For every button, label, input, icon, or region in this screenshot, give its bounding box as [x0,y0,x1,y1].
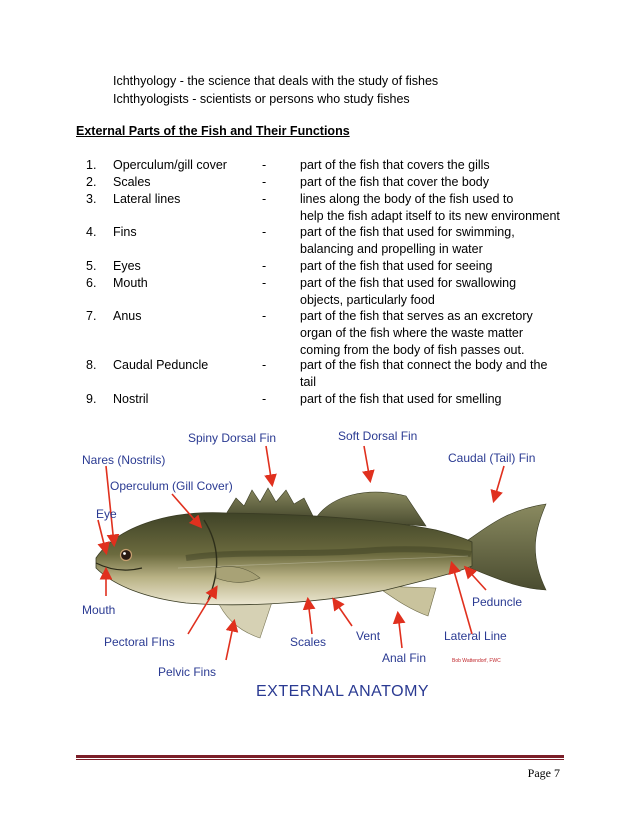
part-description-line: part of the fish that covers the gills [300,158,490,172]
part-description-line: part of the fish that connect the body and the [300,358,548,372]
part-number: 3. [86,192,97,206]
part-description-line: part of the fish that serves as an excretory [300,309,533,323]
part-number: 6. [86,276,97,290]
fish-anatomy-figure [76,418,562,708]
label-caudal-fin: Caudal (Tail) Fin [448,451,536,465]
footer-rule [76,755,564,758]
part-term: Mouth [113,276,148,290]
part-description [300,391,570,408]
part-number: 5. [86,259,97,273]
part-term: Anus [113,309,142,323]
part-dash: - [262,192,267,206]
label-spiny-dorsal-fin: Spiny Dorsal Fin [188,431,277,445]
label-eye: Eye [96,507,117,521]
eye [121,550,132,561]
part-description [300,174,570,191]
part-term: Nostril [113,392,149,406]
part-description-line: part of the fish that used for swallowing [300,276,517,290]
label-peduncle: Peduncle [472,595,523,609]
part-dash: - [262,392,267,406]
figure-credit: Bob Wattendorf, FWC [452,658,501,664]
part-term: Scales [113,175,151,189]
label-anal-fin: Anal Fin [382,651,427,665]
part-description [300,308,570,358]
part-description-line: organ of the fish where the waste matter [300,325,524,340]
part-description-line: balancing and propelling in water [300,241,483,256]
page-number: Page 7 [527,766,560,780]
part-description-line: help the fish adapt itself to its new environment [300,208,560,223]
part-description-line: part of the fish that cover the body [300,175,490,189]
label-pectoral-fins: Pectoral FIns [104,635,175,649]
part-dash: - [262,276,267,290]
part-number: 1. [86,158,97,172]
definition-ichthyology: Ichthyology - the science that deals with the study of fishes [113,74,439,88]
definition-ichthyologists: Ichthyologists - scientists or persons who study fishes [113,92,410,106]
label-operculum: Operculum (Gill Cover) [110,479,233,493]
part-dash: - [262,259,267,273]
part-description [300,258,570,275]
part-term: Fins [113,225,137,239]
part-number: 9. [86,392,97,406]
label-soft-dorsal-fin: Soft Dorsal Fin [338,429,418,443]
part-description [300,191,570,225]
part-dash: - [262,225,267,239]
label-nares: Nares (Nostrils) [82,453,166,467]
part-number: 4. [86,225,97,239]
caudal-fin [468,504,546,590]
label-mouth: Mouth [82,603,116,617]
part-dash: - [262,358,267,372]
part-description [300,357,570,391]
part-term: Operculum/gill cover [113,158,227,172]
part-description-line: part of the fish that used for seeing [300,259,493,273]
part-description-line: coming from the body of fish passes out. [300,342,525,357]
part-dash: - [262,158,267,172]
part-number: 2. [86,175,97,189]
part-number: 8. [86,358,97,372]
part-term: Lateral lines [113,192,181,206]
label-scales: Scales [290,635,327,649]
part-term: Eyes [113,259,141,273]
part-description-line: part of the fish that used for swimming, [300,225,515,239]
definitions [113,72,438,108]
label-pelvic-fins: Pelvic Fins [158,665,217,679]
section-heading: External Parts of the Fish and Their Functions [76,124,350,138]
footer-rule-thin [76,759,564,760]
part-term: Caudal Peduncle [113,358,209,372]
part-description-line: objects, particularly food [300,292,435,307]
part-dash: - [262,175,267,189]
part-dash: - [262,309,267,323]
part-description-line: tail [300,374,316,389]
part-description [300,224,570,258]
label-lateral-line: Lateral Line [444,629,507,643]
part-description-line: lines along the body of the fish used to [300,192,514,206]
fish-illustration [76,418,562,708]
part-description [300,157,570,174]
part-number: 7. [86,309,97,323]
figure-title: EXTERNAL ANATOMY [256,683,430,700]
part-description-line: part of the fish that used for smelling [300,392,502,406]
part-description [300,275,570,309]
label-vent: Vent [356,629,381,643]
